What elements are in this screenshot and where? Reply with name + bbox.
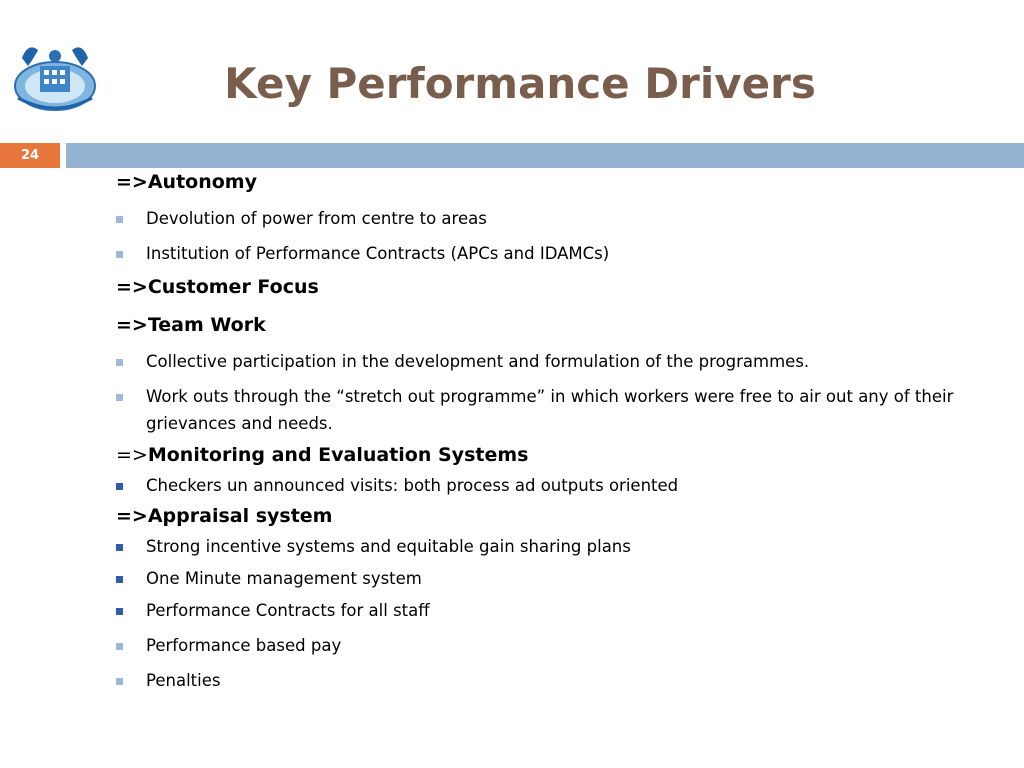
slide-number-badge: 24	[0, 143, 60, 168]
section-heading-appraisal: =>Appraisal system	[116, 505, 333, 527]
slide-title: Key Performance Drivers	[224, 59, 816, 108]
list-item: Checkers un announced visits: both process ad outputs oriented	[116, 472, 976, 499]
square-bullet-icon	[116, 394, 123, 401]
section-heading-customer-focus: =>Customer Focus	[116, 276, 319, 298]
slide-body	[116, 170, 976, 702]
square-bullet-icon	[116, 359, 123, 366]
square-bullet-icon	[116, 678, 123, 685]
list-item: Devolution of power from centre to areas	[116, 205, 976, 232]
square-bullet-icon	[116, 544, 123, 551]
list-item: Institution of Performance Contracts (APCs and IDAMCs)	[116, 240, 976, 267]
organization-logo-icon	[10, 36, 100, 114]
list-item: One Minute management system	[116, 565, 976, 592]
square-bullet-icon	[116, 483, 123, 490]
list-item: Performance based pay	[116, 632, 976, 659]
section-heading-monitoring: =>Monitoring and Evaluation Systems	[116, 444, 529, 466]
list-item: Strong incentive systems and equitable gain sharing plans	[116, 533, 976, 560]
header-divider-bar	[66, 143, 1024, 168]
list-item: Performance Contracts for all staff	[116, 597, 976, 624]
section-heading-autonomy: =>Autonomy	[116, 171, 257, 193]
square-bullet-icon	[116, 643, 123, 650]
list-item: Penalties	[116, 667, 976, 694]
square-bullet-icon	[116, 216, 123, 223]
square-bullet-icon	[116, 251, 123, 258]
list-item: Work outs through the “stretch out programme” in which workers were free to air out any of their grievances and needs.	[116, 383, 976, 437]
section-heading-team-work: =>Team Work	[116, 314, 266, 336]
square-bullet-icon	[116, 576, 123, 583]
list-item: Collective participation in the development and formulation of the programmes.	[116, 348, 976, 375]
square-bullet-icon	[116, 608, 123, 615]
